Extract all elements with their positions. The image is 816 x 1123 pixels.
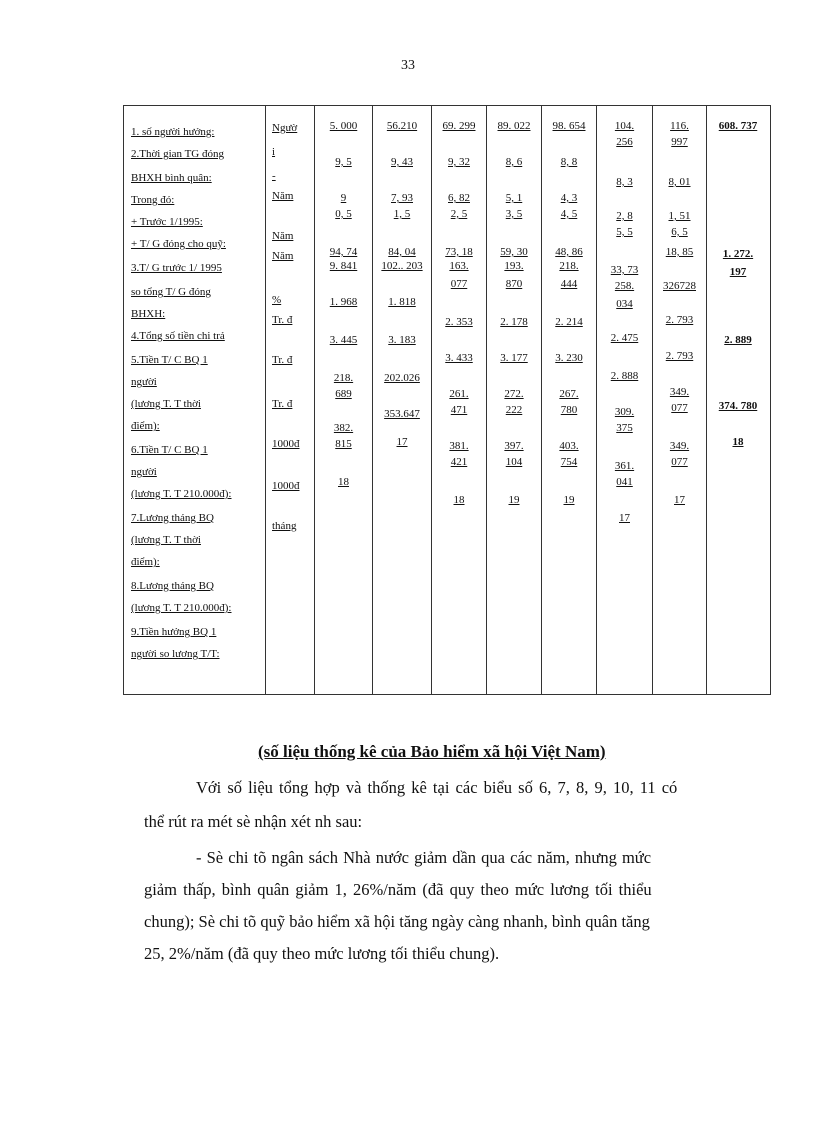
unit-cell: - <box>272 170 276 182</box>
data-cell: 218. <box>333 372 354 384</box>
data-cell: 349. <box>669 440 690 452</box>
table-column-data <box>432 106 487 694</box>
indicator-label: người <box>131 376 157 388</box>
data-cell: 18 <box>453 494 465 506</box>
indicator-label: (lương T. T thời <box>131 398 201 410</box>
data-cell: 780 <box>560 404 578 416</box>
indicator-label: 1. số người hưởng: <box>131 126 215 138</box>
data-cell: 9, 43 <box>391 156 413 168</box>
data-cell: 754 <box>560 456 578 468</box>
data-cell: 8, 6 <box>505 156 523 168</box>
data-cell: 104. <box>614 120 635 132</box>
table-column-total <box>707 106 769 694</box>
data-cell: 73, 18 <box>445 246 473 258</box>
data-cell: 471 <box>450 404 468 416</box>
data-cell: 2. 353 <box>445 316 473 328</box>
data-cell: 261. <box>449 388 469 400</box>
indicator-label: + Trước 1/1995: <box>131 216 203 228</box>
data-cell: 382. <box>333 422 354 434</box>
data-cell: 19 <box>508 494 520 506</box>
data-cell: 94, 74 <box>329 246 358 258</box>
table-column-data <box>542 106 597 694</box>
indicator-label: so tổng T/ G đóng <box>131 286 211 298</box>
data-cell: 4, 5 <box>560 208 578 220</box>
data-cell: 375 <box>616 422 633 434</box>
data-cell: 3. 230 <box>555 352 583 364</box>
table-column-data <box>653 106 707 694</box>
page-number: 33 <box>401 58 415 73</box>
unit-cell: i <box>272 146 276 158</box>
paragraph-line: - Sè chi tõ ngân sách Nhà nước giảm dần qua các năm, nhưng mức <box>196 848 652 867</box>
data-cell: 104 <box>505 456 523 468</box>
total-cell: 197 <box>729 266 747 278</box>
data-cell: 163. <box>449 260 469 272</box>
indicator-label: 5.Tiền T/ C BQ 1 <box>131 354 208 366</box>
indicator-label: 6.Tiền T/ C BQ 1 <box>131 444 208 456</box>
data-cell: 077 <box>671 402 688 414</box>
data-cell: 56.210 <box>386 120 418 132</box>
data-cell: 815 <box>335 438 352 450</box>
unit-cell: Ngườ <box>272 122 298 134</box>
unit-cell: Tr. đ <box>272 314 293 326</box>
indicator-label: 4.Tổng số tiền chi trả <box>131 330 225 342</box>
indicator-label: 7.Lương tháng BQ <box>131 512 214 524</box>
data-cell: 9, 32 <box>448 156 470 168</box>
data-cell: 2. 793 <box>665 314 694 326</box>
unit-cell: 1000đ <box>272 438 300 450</box>
data-cell: 041 <box>616 476 633 488</box>
data-cell: 258. <box>614 280 635 292</box>
data-cell: 3. 183 <box>388 334 416 346</box>
data-cell: 48, 86 <box>555 246 583 258</box>
indicator-label: + T/ G đóng cho quỹ: <box>131 238 226 250</box>
unit-cell: Tr. đ <box>272 354 293 366</box>
data-cell: 9 <box>340 192 347 204</box>
indicator-label: người <box>131 466 157 478</box>
data-cell: 2. 793 <box>665 350 694 362</box>
indicator-label: điểm): <box>131 420 160 432</box>
table-column-data <box>315 106 373 694</box>
data-cell: 8, 8 <box>560 156 578 168</box>
indicator-label: 3.T/ G trước 1/ 1995 <box>131 262 222 274</box>
data-cell: 077 <box>450 278 468 290</box>
data-cell: 034 <box>616 298 633 310</box>
data-cell: 6, 5 <box>671 226 688 238</box>
data-cell: 309. <box>614 406 635 418</box>
paragraph-line: 25, 2%/năm (đã quy theo mức lương tối thiểu chung). <box>144 944 500 963</box>
indicator-label: người so lương T/T: <box>131 648 220 660</box>
data-cell: 326728 <box>663 280 696 292</box>
data-cell: 193. <box>504 260 524 272</box>
unit-cell: Năm <box>272 250 294 262</box>
table-column-units <box>266 106 315 694</box>
indicator-label: điểm): <box>131 556 160 568</box>
data-cell: 870 <box>505 278 523 290</box>
data-cell: 3. 177 <box>500 352 528 364</box>
data-cell: 1. 818 <box>388 296 416 308</box>
table-column-data <box>597 106 653 694</box>
total-cell: 18 <box>732 436 744 448</box>
data-cell: 2. 214 <box>555 316 583 328</box>
table-column-data <box>487 106 542 694</box>
data-cell: 17 <box>619 512 630 524</box>
data-cell: 2. 475 <box>610 332 639 344</box>
data-cell: 9. 841 <box>329 260 358 272</box>
data-cell: 353.647 <box>384 408 420 420</box>
data-cell: 1, 51 <box>668 210 691 222</box>
data-cell: 17 <box>674 494 685 506</box>
data-cell: 5, 5 <box>616 226 633 238</box>
paragraph-line: chung); Sè chi tõ quỹ bảo hiểm xã hội tăng ngày càng nhanh, bình quân tăng <box>144 912 650 931</box>
indicator-label: (lương T. T 210.000đ): <box>131 602 232 614</box>
total-cell: 2. 889 <box>724 334 752 346</box>
total-cell: 1. 272. <box>722 248 754 260</box>
data-cell: 8, 01 <box>668 176 691 188</box>
data-cell: 5, 1 <box>505 192 523 204</box>
data-cell: 218. <box>559 260 579 272</box>
data-cell: 0, 5 <box>335 208 352 220</box>
paragraph-line: Với số liệu tổng hợp và thống kê tại các biểu số 6, 7, 8, 9, 10, 11 có <box>196 778 678 797</box>
data-cell: 256 <box>616 136 633 148</box>
indicator-label: Trong đó: <box>131 194 175 206</box>
indicator-label: BHXH: <box>131 308 166 320</box>
unit-cell: Năm <box>272 190 294 202</box>
indicator-label: 8.Lương tháng BQ <box>131 580 214 592</box>
unit-cell: 1000đ <box>272 480 300 492</box>
data-cell: 69. 299 <box>442 120 476 132</box>
data-cell: 397. <box>504 440 524 452</box>
data-cell: 202.026 <box>384 372 420 384</box>
total-cell: 374. 780 <box>718 400 758 412</box>
data-cell: 1. 968 <box>329 296 358 308</box>
table-column-data <box>373 106 432 694</box>
total-cell: 608. 737 <box>718 120 758 132</box>
data-cell: 9, 5 <box>335 156 352 168</box>
data-cell: 17 <box>396 436 408 448</box>
data-cell: 3. 433 <box>445 352 473 364</box>
data-cell: 444 <box>560 278 578 290</box>
data-cell: 267. <box>559 388 579 400</box>
data-cell: 349. <box>669 386 690 398</box>
data-cell: 18 <box>338 476 349 488</box>
data-cell: 8, 3 <box>616 176 633 188</box>
table-caption: (số liệu thống kê của Bảo hiểm xã hội Việt Nam) <box>258 742 606 761</box>
data-cell: 19 <box>563 494 575 506</box>
data-cell: 4, 3 <box>560 192 578 204</box>
indicator-label: 2.Thời gian TG đóng <box>131 148 224 160</box>
unit-cell: tháng <box>272 520 297 532</box>
data-cell: 6, 82 <box>448 192 470 204</box>
data-cell: 2. 178 <box>500 316 528 328</box>
data-cell: 2, 5 <box>450 208 468 220</box>
data-cell: 421 <box>450 456 468 468</box>
data-cell: 1, 5 <box>393 208 411 220</box>
data-cell: 84, 04 <box>388 246 416 258</box>
data-cell: 222 <box>505 404 523 416</box>
indicator-label: 9.Tiền hưởng BQ 1 <box>131 626 217 638</box>
data-cell: 272. <box>504 388 524 400</box>
data-cell: 997 <box>671 136 688 148</box>
unit-cell: % <box>272 294 282 306</box>
unit-cell: Năm <box>272 230 294 242</box>
data-cell: 361. <box>614 460 635 472</box>
paragraph-line: giảm thấp, bình quân giảm 1, 26%/năm (đã quy theo mức lương tối thiểu <box>144 880 652 899</box>
indicator-label: (lương T. T 210.000đ): <box>131 488 232 500</box>
data-cell: 381. <box>449 440 469 452</box>
data-cell: 7, 93 <box>391 192 413 204</box>
data-cell: 5. 000 <box>329 120 358 132</box>
data-cell: 59, 30 <box>500 246 528 258</box>
indicator-label: (lương T. T thời <box>131 534 201 546</box>
data-cell: 2. 888 <box>610 370 639 382</box>
data-cell: 33, 73 <box>610 264 639 276</box>
data-cell: 3, 5 <box>505 208 523 220</box>
data-cell: 98. 654 <box>552 120 586 132</box>
unit-cell: Tr. đ <box>272 398 293 410</box>
data-cell: 077 <box>671 456 688 468</box>
statistics-table <box>123 105 771 695</box>
data-cell: 403. <box>559 440 579 452</box>
table-column-indicators <box>124 106 266 694</box>
data-cell: 689 <box>335 388 352 400</box>
paragraph-line: thể rút ra mét sè nhận xét nh sau: <box>144 812 363 831</box>
indicator-label: BHXH bình quân: <box>131 172 212 184</box>
data-cell: 102.. 203 <box>381 260 423 272</box>
data-cell: 116. <box>670 120 689 132</box>
data-cell: 3. 445 <box>329 334 358 346</box>
data-cell: 18, 85 <box>665 246 694 258</box>
data-cell: 2, 8 <box>616 210 633 222</box>
data-cell: 89. 022 <box>497 120 531 132</box>
